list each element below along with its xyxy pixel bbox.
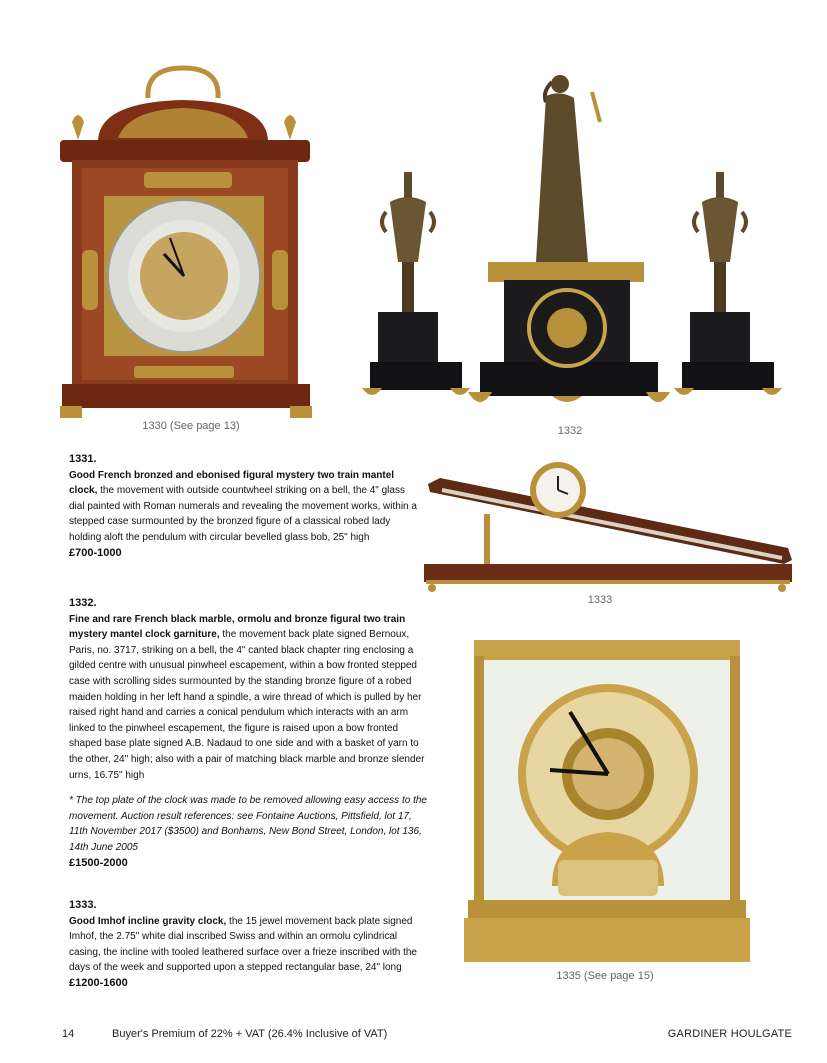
lot-number: 1333.	[69, 899, 97, 911]
atmos-clock-illustration	[462, 636, 752, 966]
lot-estimate: £1500-2000	[69, 856, 128, 869]
image-lot-1333	[422, 460, 794, 600]
lot-text	[69, 914, 425, 976]
lot-estimate: £700-1000	[69, 546, 122, 559]
lot-1331	[69, 452, 417, 561]
lot-title: Good French bronzed and ebonised figural mystery two train mantel clock,	[69, 469, 395, 497]
lot-note: * The top plate of the clock was made to be removed allowing easy access to the movement. Auction result references: see Fontaine Auctions, Pittsfield, lot 17, 11th November 2017 ($3500) and Bonhams, New Bond Street, London, lot 136, 14th June 2005	[69, 795, 427, 853]
lot-number: 1331.	[69, 453, 97, 465]
page-number: 14	[62, 1028, 75, 1040]
lot-text	[69, 468, 417, 546]
caption-1335: 1335 (See page 15)	[556, 970, 654, 982]
image-lot-1330	[58, 60, 316, 422]
caption-1330: 1330 (See page 13)	[142, 420, 240, 432]
image-lot-1335	[462, 636, 752, 966]
lot-estimate: £1200-1600	[69, 976, 128, 989]
bracket-clock-illustration	[58, 60, 316, 422]
lot-1332	[69, 596, 427, 871]
caption-1333: 1333	[587, 594, 613, 606]
incline-clock-illustration	[422, 460, 794, 600]
lot-number: 1332.	[69, 597, 97, 609]
caption-1332: 1332	[557, 425, 583, 437]
lot-1333	[69, 898, 425, 992]
lot-description: the 15 jewel movement back plate signed Imhof, the 2.75" white dial inscribed Swiss and within an ormolu cylindrical casing, the incline with tooled leathered surface over a frieze inscribed with the days of the week and supported upon a stepped rectangular base, 24" long	[69, 915, 417, 974]
garniture-illustration	[356, 62, 784, 424]
image-lot-1332	[356, 62, 784, 424]
lot-title: Good Imhof incline gravity clock,	[69, 915, 227, 927]
lot-title: Fine and rare French black marble, ormolu and bronze figural two train mystery mantel clock garniture,	[69, 613, 406, 641]
lot-description: the movement with outside countwheel striking on a bell, the 4" glass dial painted with Roman numerals and revealing the movement works, within a stepped case surmounted by the bronzed figure of a classical robed lady holding aloft the pendulum with circular bevelled glass bob, 25" high	[69, 485, 417, 543]
lot-text	[69, 612, 427, 784]
brand-name: GARDINER HOULGATE	[667, 1028, 792, 1040]
lot-description: the movement back plate signed Bernoux, Paris, no. 3717, striking on a bell, the 4" canted black chapter ring enclosing a gilded centre with unusual pinwheel escapement, within a bow fronted stepped case with scrolling sides surmounted by the standing bronze figure of a robed maiden holding in her left hand a spindle, a wire thread of which is pulled by her raised right hand and carries a conical pendulum which interacts with an arm linked to the pinwheel escapement, the figure is raised upon a bow fronted shaped base plate signed A.B. Nadaud to one side and with a basket of yarn to the other, 24" high; also with a pair of matching black marble and bronze slender urns, 16.75" high	[69, 629, 425, 781]
buyers-premium: Buyer's Premium of 22% + VAT (26.4% Inclusive of VAT)	[112, 1028, 388, 1040]
